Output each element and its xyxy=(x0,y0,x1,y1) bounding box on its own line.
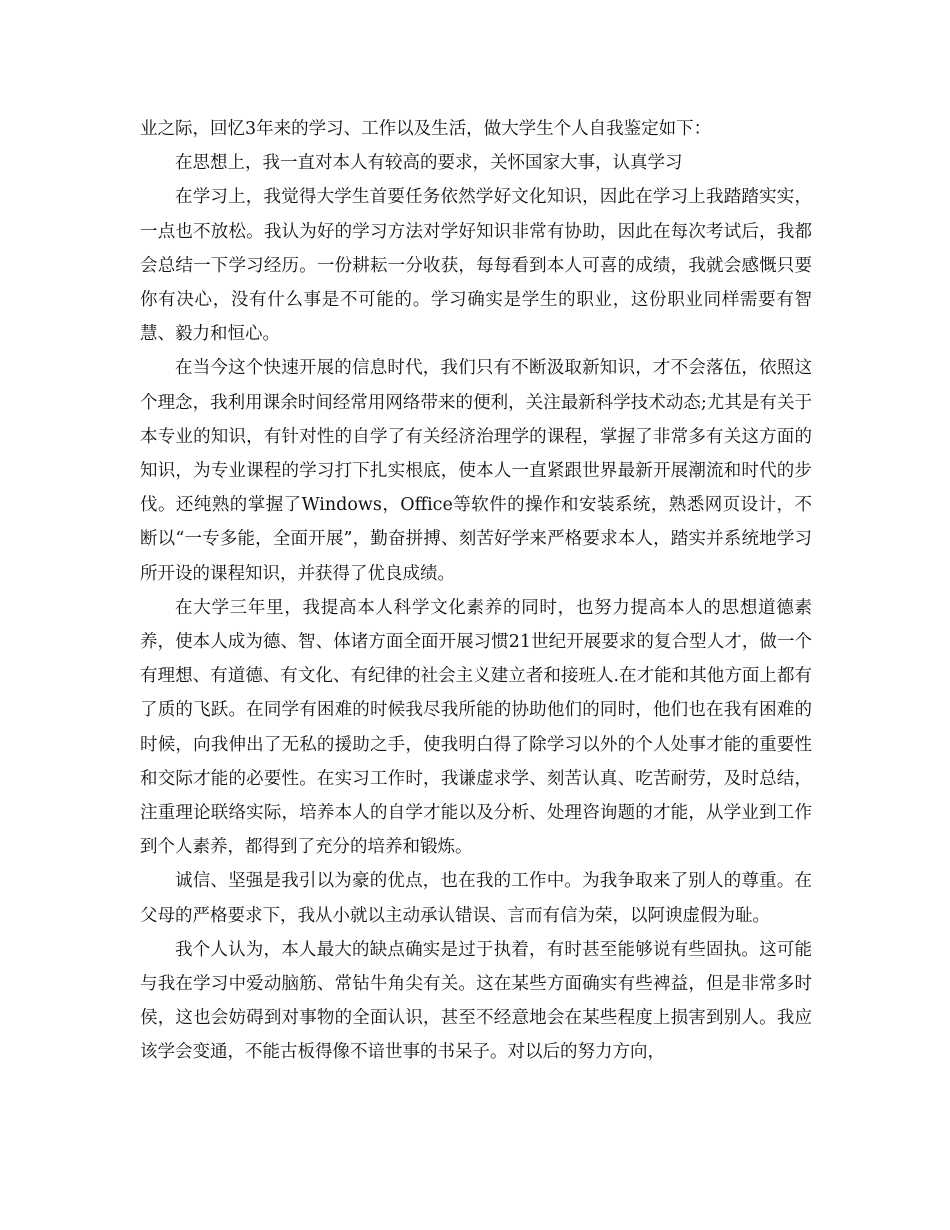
paragraph-shortcomings: 我个人认为，本人最大的缺点确实是过于执着，有时甚至能够说有些固执。这可能与我在学习中爱动脑筋、常钻牛角尖有关。这在某些方面确实有些裨益，但是非常多时侯，这也会妨碍到对事物的全面认识，甚至不经意地会在某些程度上损害到别人。我应该学会变通，不能古板得像不谙世事的书呆子。对以后的努力方向， xyxy=(140,939,812,1063)
paragraph-thought: 在思想上，我一直对本人有较高的要求，关怀国家大事，认真学习 xyxy=(175,153,683,174)
paragraph-three-years: 在大学三年里，我提高本人科学文化素养的同时，也努力提高本人的思想道德素养，使本人成为德、智、体诸方面全面开展习惯21世纪开展要求的复合型人才，做一个有理想、有道德、有文化、有纪律的社会主义建立者和接班人.在才能和其他方面上都有了质的飞跃。在同学有困难的时候我尽我所能的协助他们的同时，他们也在我有困难的时候，向我伸出了无私的援助之手，使我明白得了除学习以外的个人处事才能的重要性和交际才能的必要性。在实习工作时，我谦虚求学、刻苦认真、吃苦耐劳，及时总结，注重理论联络实际，培养本人的自学才能以及分析、处理咨询题的才能，从学业到工作到个人素养，都得到了充分的培养和锻炼。 xyxy=(140,597,812,858)
paragraph-study: 在学习上，我觉得大学生首要任务依然学好文化知识，因此在学习上我踏踏实实，一点也不放松。我认为好的学习方法对学好知识非常有协助，因此在每次考试后，我都会总结一下学习经历。一份耕耘一分收获，每每看到本人可喜的成绩，我就会感慨只要你有决心，没有什么事是不可能的。学习确实是学生的职业，这份职业同样需要有智慧、毅力和恒心。 xyxy=(140,187,812,345)
document-page xyxy=(140,112,812,1070)
paragraph-intro: 业之际，回忆3年来的学习、工作以及生活，做大学生个人自我鉴定如下： xyxy=(140,119,712,139)
paragraph-integrity: 诚信、坚强是我引以为豪的优点，也在我的工作中。为我争取来了别人的尊重。在父母的严格要求下，我从小就以主动承认错误、言而有信为荣，以阿谀虚假为耻。 xyxy=(140,871,812,926)
paragraph-information-age: 在当今这个快速开展的信息时代，我们只有不断汲取新知识，才不会落伍，依照这个理念，我利用课余时间经常用网络带来的便利，关注最新科学技术动态;尤其是有关于本专业的知识，有针对性的自学了有关经济治理学的课程，掌握了非常多有关这方面的知识，为专业课程的学习打下扎实根底，使本人一直紧跟世界最新开展潮流和时代的步伐。还纯熟的掌握了Windows，Office等软件的操作和安装系统，熟悉网页设计，不断以“一专多能，全面开展”，勤奋拼搏、刻苦好学来严格要求本人，踏实并系统地学习所开设的课程知识，并获得了优良成绩。 xyxy=(140,358,812,584)
